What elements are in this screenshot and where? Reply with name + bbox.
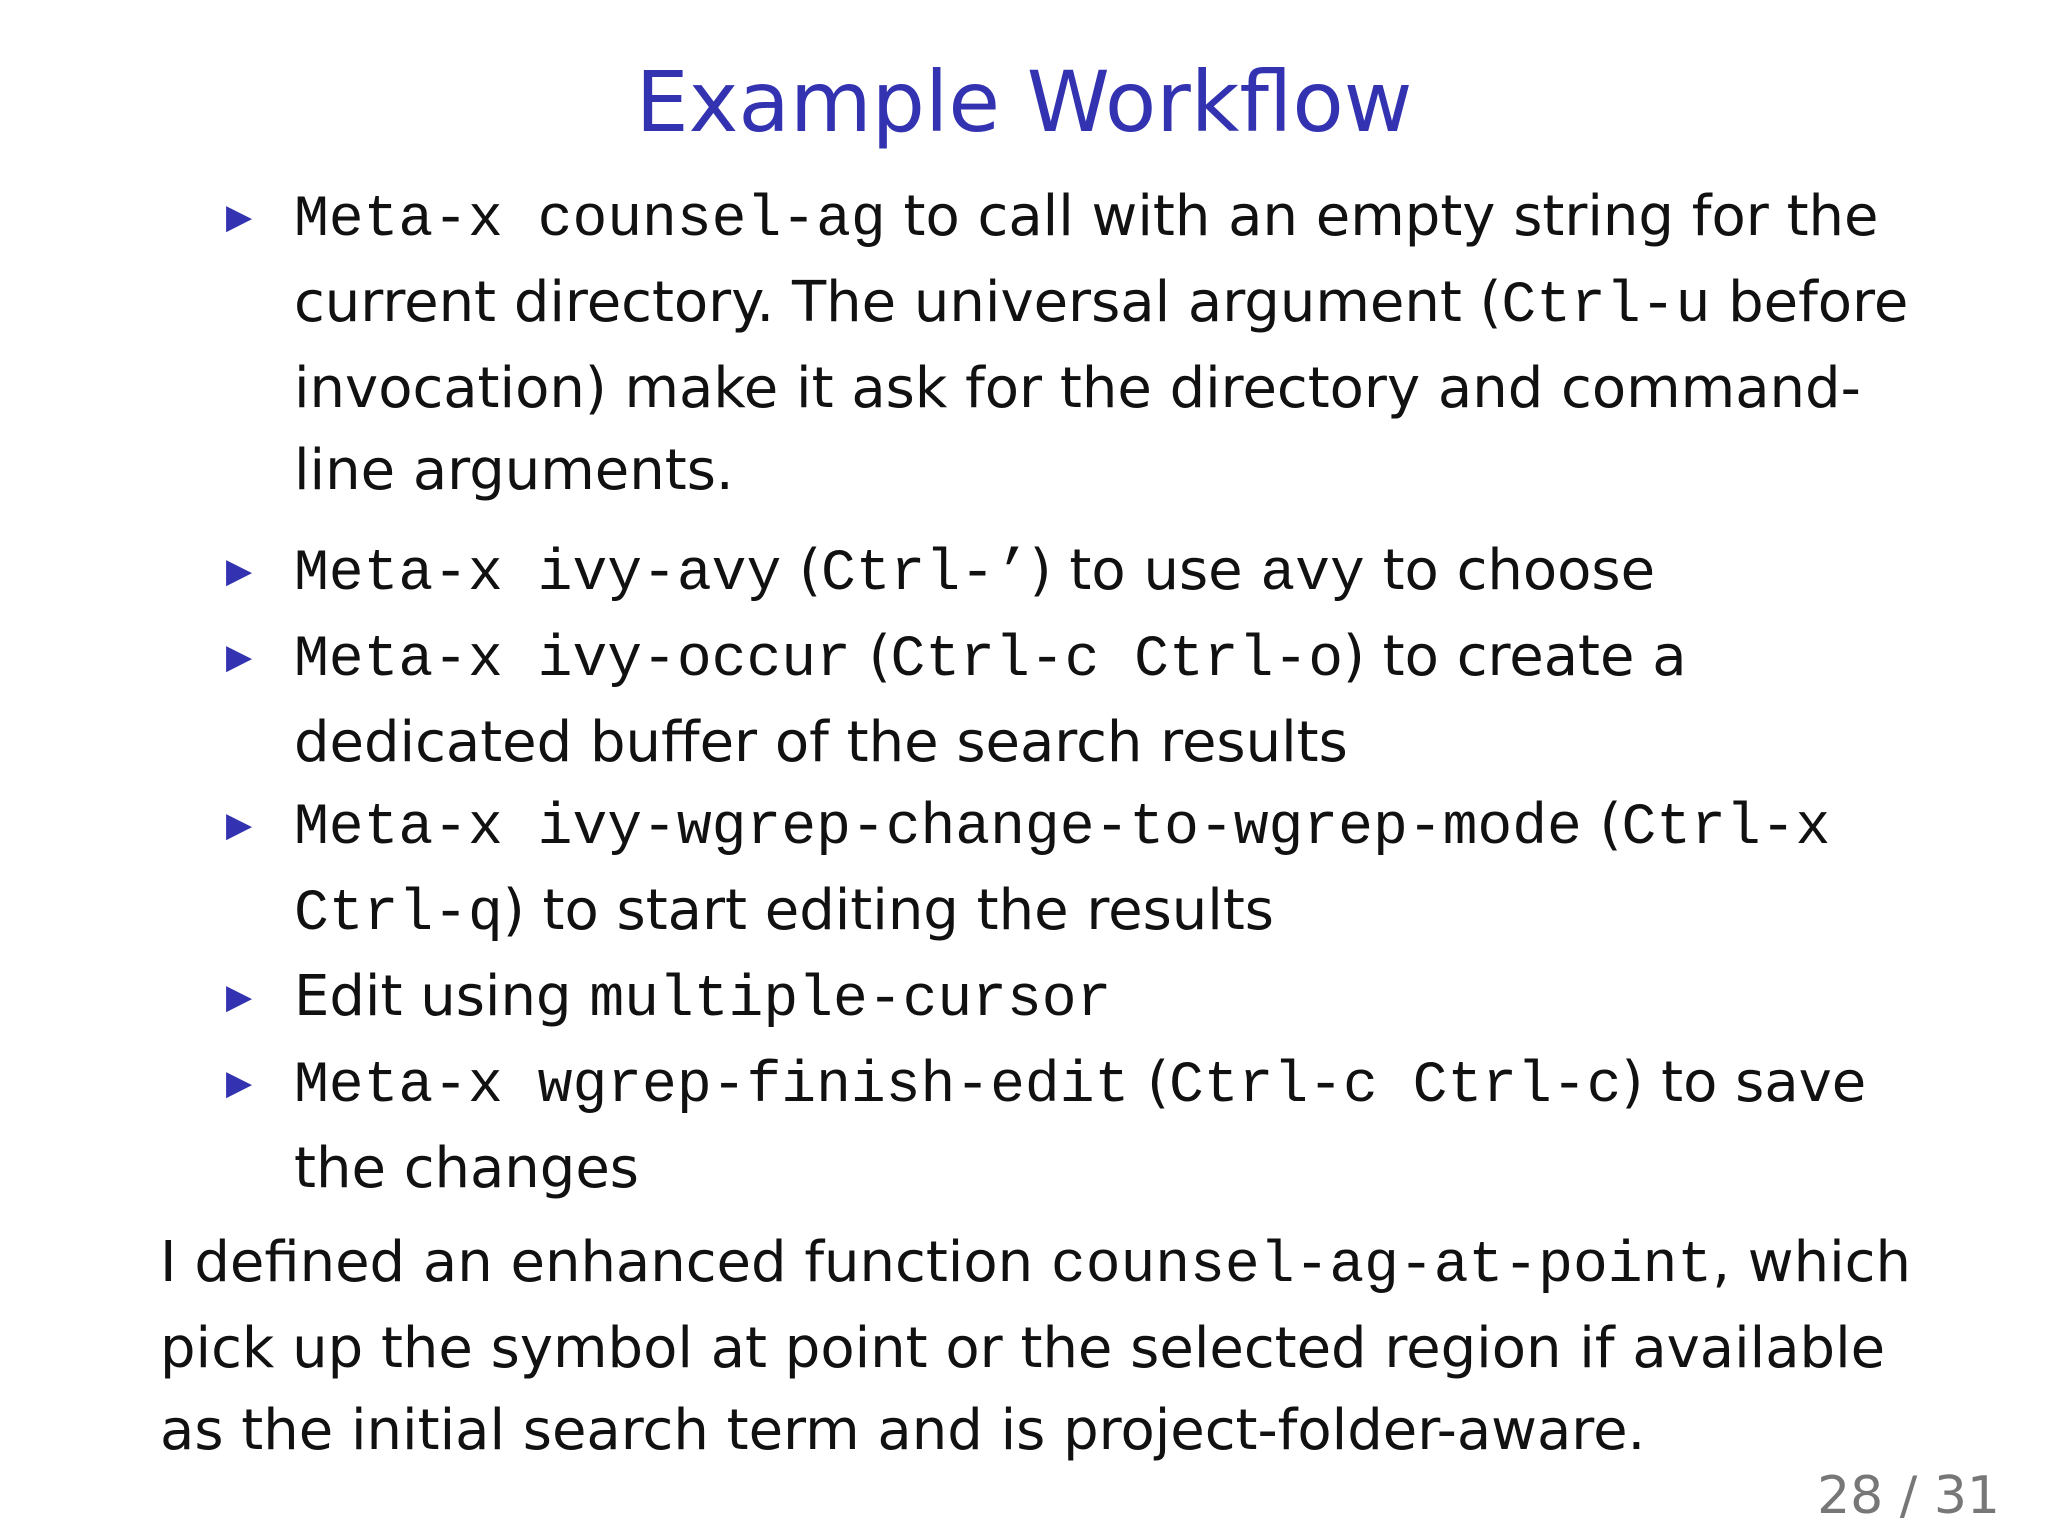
item-text: ) to start editing the results — [502, 878, 1274, 943]
item-text: to call with an empty string for the current directory. The universal argument ( — [294, 184, 1879, 335]
list-item — [160, 956, 1960, 1042]
page-number: 28 / 31 — [1817, 1466, 2000, 1526]
key-binding: Ctrl-’ — [820, 542, 1030, 607]
function-name: counsel-ag-at-point — [1050, 1234, 1713, 1299]
command-text: Meta-x ivy-wgrep-change-to-wgrep-mode — [294, 796, 1582, 861]
package-name: avy — [1260, 542, 1365, 607]
item-text: ) to create a dedicated buffer of the search results — [294, 624, 1687, 775]
item-text: ( — [1129, 1050, 1169, 1115]
bullet-list — [160, 176, 1960, 1210]
bullet-triangle-icon: ▶ — [226, 1063, 253, 1103]
command-text: Meta-x ivy-occur — [294, 628, 851, 693]
key-binding: Ctrl-x Ctrl-q — [294, 796, 1831, 947]
slide-title: Example Workflow — [635, 53, 1413, 151]
list-item — [160, 176, 1960, 512]
item-text: ) to save the changes — [294, 1050, 1867, 1201]
closing-paragraph — [160, 1222, 1960, 1472]
bullet-triangle-icon: ▶ — [226, 197, 253, 237]
slide-body — [160, 176, 1960, 1472]
item-text: ( — [781, 538, 821, 603]
item-text: ) to use — [1029, 538, 1261, 603]
list-item — [160, 784, 1960, 956]
bullet-triangle-icon: ▶ — [226, 805, 253, 845]
key-binding: Ctrl-c Ctrl-c — [1169, 1054, 1622, 1119]
note-text: I defined an enhanced function — [160, 1230, 1051, 1295]
list-item — [160, 1042, 1960, 1210]
bullet-triangle-icon: ▶ — [226, 637, 253, 677]
item-text: to choose — [1364, 538, 1656, 603]
item-text: Edit using — [294, 964, 590, 1029]
command-text: Meta-x wgrep-finish-edit — [294, 1054, 1130, 1119]
list-item — [160, 616, 1960, 784]
list-item — [160, 530, 1960, 616]
note-text: , which pick up the symbol at point or the selected region if available as the initial search term and is project-folder-aware. — [160, 1230, 1911, 1463]
key-binding: Ctrl-c Ctrl-o — [890, 628, 1344, 693]
item-text: ( — [850, 624, 891, 689]
command-text: Meta-x counsel-ag — [294, 188, 886, 253]
bullet-triangle-icon: ▶ — [226, 551, 253, 591]
command-text: Meta-x ivy-avy — [294, 542, 782, 607]
bullet-triangle-icon: ▶ — [226, 977, 253, 1017]
item-text: before invocation) make it ask for the directory and command-line arguments. — [294, 270, 1909, 503]
item-text: ( — [1581, 792, 1622, 857]
key-binding: Ctrl-u — [1501, 274, 1711, 339]
package-name: multiple-cursor — [589, 968, 1112, 1033]
